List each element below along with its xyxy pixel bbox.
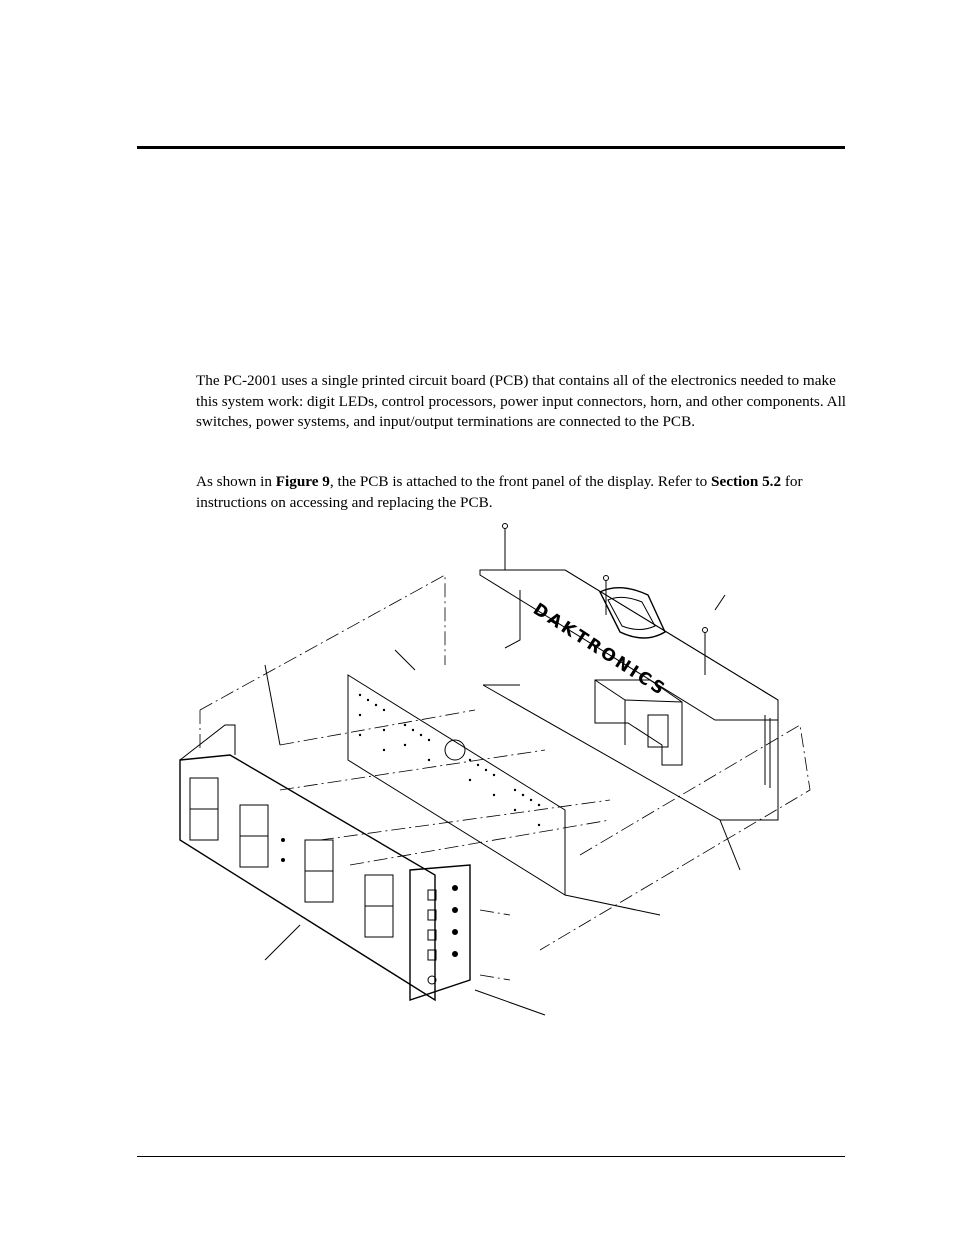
header-rule — [137, 146, 845, 149]
enclosure-top — [480, 570, 778, 720]
paragraph-pcb-overview-text: The PC-2001 uses a single printed circuit board (PCB) that contains all of the electronics needed to make this system work: digit LEDs, control processors, power input connectors, horn, and other components. All switches, power systems, and input/output terminations are connected to the PCB. — [196, 372, 847, 430]
p2-text-end: for instructions on accessing and replacing the PCB. — [196, 473, 803, 511]
digit-segments — [190, 778, 393, 937]
paragraph-pcb-overview — [196, 371, 848, 433]
exploded-assembly-figure — [170, 520, 820, 1030]
daktronics-logo: DAKTRONICS — [529, 599, 671, 701]
pcb-led-dots — [359, 694, 540, 826]
figure-reference: Figure 9 — [275, 473, 330, 490]
switch-panel — [410, 865, 470, 1000]
exploded-assembly-drawing — [170, 520, 820, 1030]
paragraph-pcb-location — [196, 472, 848, 513]
footer-rule — [137, 1156, 845, 1157]
p2-text-start: As shown in — [196, 473, 276, 490]
horn-icon — [445, 740, 465, 760]
section-reference: Section 5.2 — [711, 473, 782, 490]
handle-icon — [600, 588, 665, 638]
p2-text-middle: , the PCB is attached to the front panel of the display. Refer to — [329, 473, 712, 490]
pcb-board — [348, 675, 565, 895]
power-supply — [595, 680, 682, 765]
switch-icons — [428, 885, 458, 984]
